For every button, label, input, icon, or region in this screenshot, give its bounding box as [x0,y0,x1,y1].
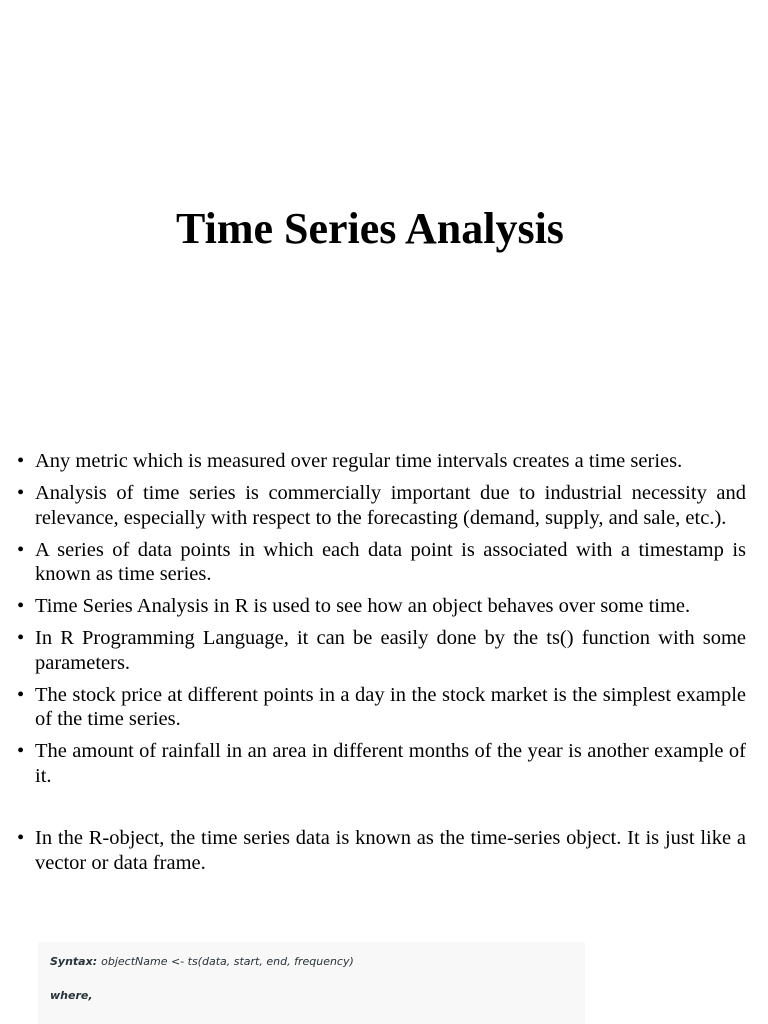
bullet-item: • In R Programming Language, it can be easily done by the ts() function with some parameters. [16,626,746,675]
syntax-code: objectName <- ts(data, start, end, frequency) [101,955,354,968]
bullet-item: • Analysis of time series is commercially important due to industrial necessity and relevance, especially with respect to the forecasting (demand, supply, and sale, etc.). [16,481,746,530]
slide-title: Time Series Analysis [176,204,564,253]
where-label: where, [50,989,93,1002]
bullet-item: • The stock price at different points in a day in the stock market is the simplest example of the time series. [16,683,746,732]
bullet-list [16,449,746,883]
syntax-line [50,955,354,968]
bullet-item: • A series of data points in which each data point is associated with a timestamp is known as time series. [16,538,746,587]
syntax-label: Syntax: [50,955,98,968]
bullet-item: • In the R-object, the time series data is known as the time-series object. It is just like a vector or data frame. [16,826,746,875]
bullet-item: • Time Series Analysis in R is used to see how an object behaves over some time. [16,594,746,619]
syntax-code-box [38,942,585,1024]
bullet-item: • Any metric which is measured over regular time intervals creates a time series. [16,449,746,474]
bullet-item: • The amount of rainfall in an area in different months of the year is another example of it. [16,739,746,788]
